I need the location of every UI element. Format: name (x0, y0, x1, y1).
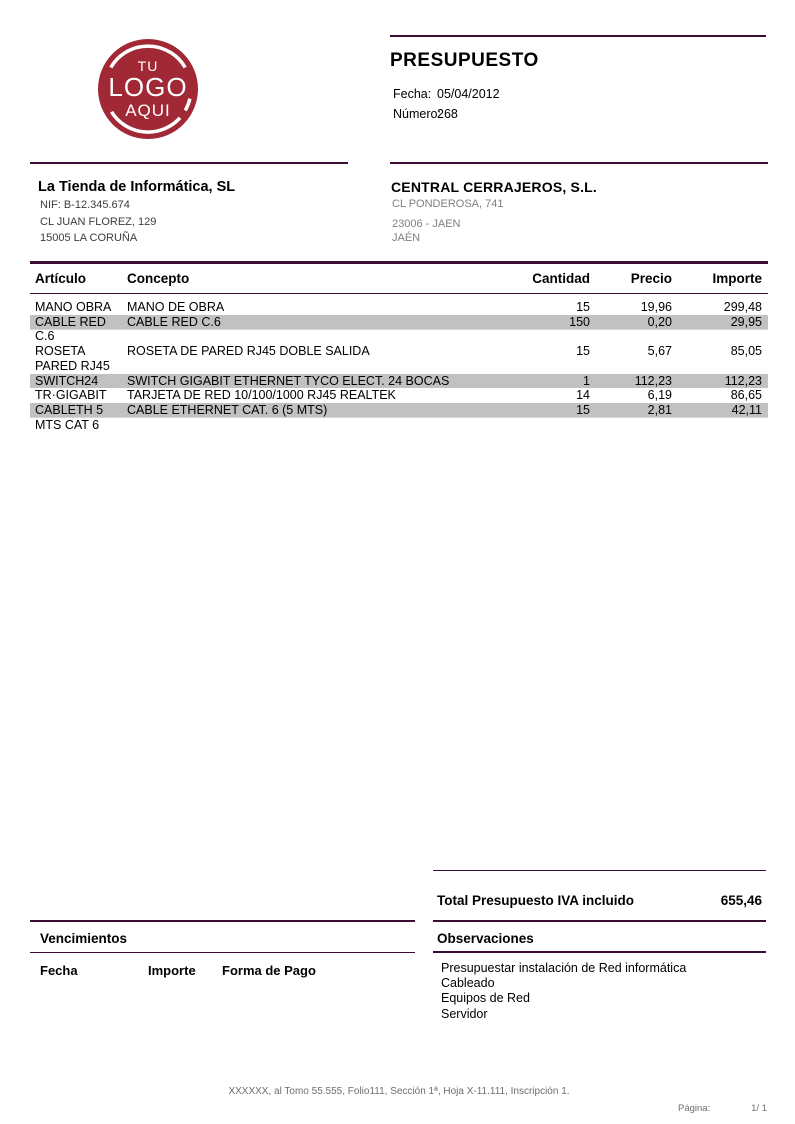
cell-articulo: SWITCH24 (35, 373, 99, 388)
page-number-label: Página: (678, 1103, 711, 1114)
total-label: Total Presupuesto IVA incluido (437, 893, 635, 908)
vencimientos-section (30, 920, 415, 992)
column-header-cantidad: Cantidad (532, 271, 590, 286)
cell-cantidad: 15 (576, 402, 590, 417)
total-value: 655,46 (720, 893, 762, 908)
observaciones-line: Presupuestar instalación de Red informática (441, 961, 687, 975)
logo-text-aqui: AQUI (125, 101, 171, 120)
client-address: CL PONDEROSA, 741 (392, 198, 504, 210)
items-table (30, 261, 768, 432)
cell-cantidad: 15 (576, 344, 590, 359)
vencimientos-divider (30, 952, 415, 953)
client-name: CENTRAL CERRAJEROS, S.L. (391, 179, 598, 195)
cell-articulo: MANO OBRA (35, 300, 112, 314)
cell-cantidad: 14 (576, 388, 590, 403)
table-row (30, 403, 768, 432)
logo-text-tu: TU (137, 58, 159, 74)
items-table-header (30, 264, 768, 294)
cell-precio: 2,81 (647, 402, 672, 417)
client-block (390, 162, 768, 245)
cell-importe: 112,23 (724, 373, 762, 388)
table-row (30, 388, 768, 403)
numero-value: 268 (437, 107, 458, 121)
observaciones-line: Servidor (441, 1006, 488, 1021)
vencimientos-col-importe: Importe (148, 963, 196, 978)
company-name: La Tienda de Informática, SL (38, 179, 236, 195)
table-row (30, 374, 768, 389)
fecha-value: 05/04/2012 (437, 87, 500, 101)
company-address: CL JUAN FLOREZ, 129 (40, 215, 157, 228)
cell-importe: 86,65 (730, 388, 762, 403)
column-header-precio: Precio (630, 271, 672, 286)
vencimientos-col-fecha: Fecha (40, 963, 78, 978)
vencimientos-col-forma-pago: Forma de Pago (222, 963, 316, 978)
cell-precio: 5,67 (647, 344, 672, 359)
numero-label: Número: (393, 107, 441, 121)
table-row (30, 300, 768, 315)
fecha-label: Fecha: (393, 87, 432, 101)
vencimientos-columns (40, 963, 316, 978)
numero-row (393, 107, 458, 121)
document-title: PRESUPUESTO (390, 50, 539, 71)
observaciones-section (433, 920, 766, 1022)
cell-precio: 0,20 (647, 314, 672, 329)
column-header-articulo: Artículo (35, 271, 87, 286)
company-nif: NIF: B-12.345.674 (40, 199, 130, 211)
column-header-importe: Importe (712, 271, 762, 286)
total-box (433, 870, 766, 908)
vencimientos-title: Vencimientos (40, 931, 128, 946)
cell-concepto: ROSETA DE PARED RJ45 DOBLE SALIDA (127, 344, 370, 359)
logo-badge-icon (98, 39, 198, 139)
cell-importe: 29,95 (730, 314, 762, 329)
registry-footnote: XXXXXX, al Tomo 55.555, Folio111, Sección 1ª, Hoja X-11.111, Inscripción 1. (228, 1086, 570, 1097)
cell-importe: 85,05 (730, 344, 762, 359)
cell-cantidad: 1 (583, 373, 590, 388)
logo-text-logo: LOGO (108, 72, 188, 102)
document-header (390, 35, 766, 121)
cell-concepto: CABLE ETHERNET CAT. 6 (5 MTS) (127, 402, 328, 417)
fecha-row (393, 87, 500, 101)
cell-concepto: TARJETA DE RED 10/100/1000 RJ45 REALTEK (127, 388, 396, 403)
cell-articulo: ROSETA PARED RJ45 (35, 344, 110, 373)
table-row (30, 315, 768, 344)
cell-concepto: SWITCH GIGABIT ETHERNET TYCO ELECT. 24 BOCAS (127, 373, 450, 388)
column-header-concepto: Concepto (127, 271, 190, 286)
table-row (30, 344, 768, 373)
observaciones-divider (433, 951, 766, 953)
cell-articulo: CABLETH 5 MTS CAT 6 (35, 402, 104, 432)
cell-cantidad: 15 (576, 300, 590, 314)
observaciones-line: Equipos de Red (441, 991, 530, 1006)
cell-importe: 42,11 (731, 402, 762, 417)
page-number-value: 1/ 1 (751, 1103, 767, 1114)
client-postal-city: 23006 - JAEN (392, 218, 461, 230)
observaciones-line: Cableado (441, 976, 495, 991)
cell-cantidad: 150 (569, 314, 590, 329)
company-logo (98, 39, 198, 139)
observaciones-title: Observaciones (437, 931, 534, 946)
cell-articulo: TR·GIGABIT (35, 388, 107, 403)
company-city: 15005 LA CORUÑA (40, 232, 138, 244)
cell-precio: 6,19 (647, 388, 672, 403)
cell-importe: 299,48 (723, 300, 762, 314)
cell-articulo: CABLE RED C.6 (35, 314, 106, 344)
client-province: JAÉN (392, 232, 421, 244)
cell-concepto: MANO DE OBRA (127, 300, 225, 314)
cell-concepto: CABLE RED C.6 (127, 314, 221, 329)
company-block (30, 162, 348, 247)
cell-precio: 19,96 (640, 300, 672, 314)
cell-precio: 112,23 (634, 373, 672, 388)
